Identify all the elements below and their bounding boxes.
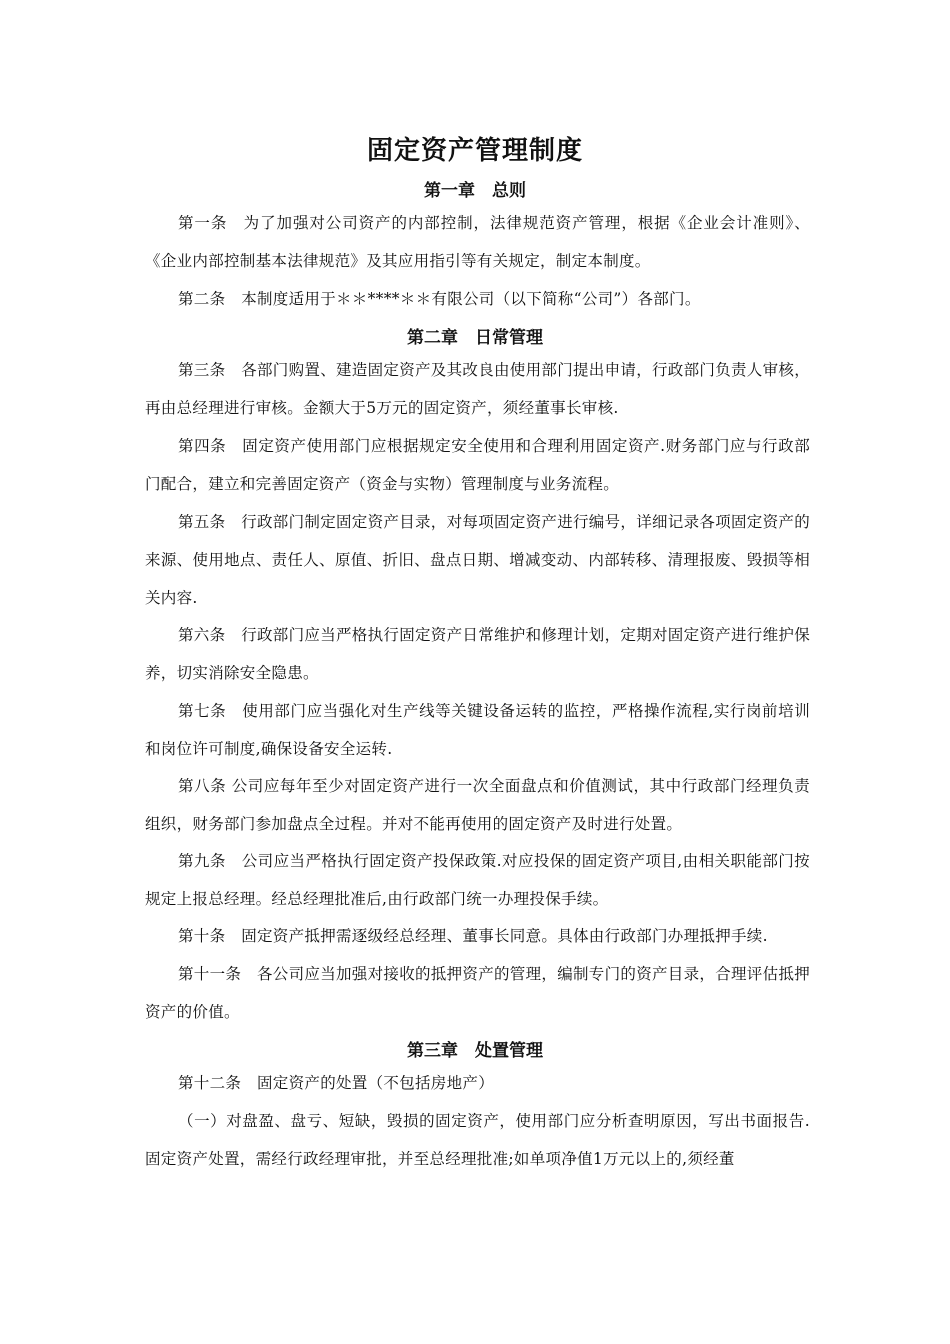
article-8: 第八条 公司应每年至少对固定资产进行一次全面盘点和价值测试，其中行政部门经理负责组织，财务部门参加盘点全过程。并对不能再使用的固定资产及时进行处置。: [145, 777, 810, 833]
chapter-heading-2: 第二章 日常管理: [407, 328, 543, 348]
article-5: 第五条 行政部门制定固定资产目录，对每项固定资产进行编号，详细记录各项固定资产的来源、使用地点、责任人、原值、折旧、盘点日期、增减变动、内部转移、清理报废、毁损等相关内容.: [145, 513, 811, 607]
article-3: 第三条 各部门购置、建造固定资产及其改良由使用部门提出申请，行政部门负责人审核，再由总经理进行审核。金额大于5万元的固定资产，须经董事长审核.: [145, 361, 811, 417]
article-1: 第一条 为了加强对公司资产的内部控制，法律规范资产管理，根据《企业会计准则》、《企业内部控制基本法律规范》及其应用指引等有关规定，制定本制度。: [145, 214, 810, 270]
article-12: 第十二条 固定资产的处置（不包括房地产）: [178, 1074, 495, 1092]
document-title: 固定资产管理制度: [366, 136, 583, 166]
chapter-heading-3: 第三章 处置管理: [407, 1041, 543, 1061]
chapter-heading-1: 第一章 总则: [424, 181, 526, 201]
article-11: 第十一条 各公司应当加强对接收的抵押资产的管理，编制专门的资产目录，合理评估抵押资产的价值。: [145, 965, 811, 1021]
article-2: 第二条 本制度适用于＊＊****＊＊有限公司（以下简称“公司”）各部门。: [178, 290, 701, 308]
article-12-item-1: （一）对盘盈、盘亏、短缺，毁损的固定资产，使用部门应分析查明原因，写出书面报告.固定资产处置，需经行政经理审批，并至总经理批准;如单项净值1万元以上的,须经董: [145, 1112, 810, 1168]
article-4: 第四条 固定资产使用部门应根据规定安全使用和合理利用固定资产.财务部门应与行政部门配合，建立和完善固定资产（资金与实物）管理制度与业务流程。: [145, 437, 810, 493]
article-7: 第七条 使用部门应当强化对生产线等关键设备运转的监控，严格操作流程,实行岗前培训和岗位许可制度,确保设备安全运转.: [145, 702, 810, 758]
article-9: 第九条 公司应当严格执行固定资产投保政策.对应投保的固定资产项目,由相关职能部门按规定上报总经理。经总经理批准后,由行政部门统一办理投保手续。: [145, 852, 810, 908]
article-6: 第六条 行政部门应当严格执行固定资产日常维护和修理计划，定期对固定资产进行维护保养，切实消除安全隐患。: [145, 626, 811, 682]
article-10: 第十条 固定资产抵押需逐级经总经理、董事长同意。具体由行政部门办理抵押手续.: [178, 927, 768, 945]
